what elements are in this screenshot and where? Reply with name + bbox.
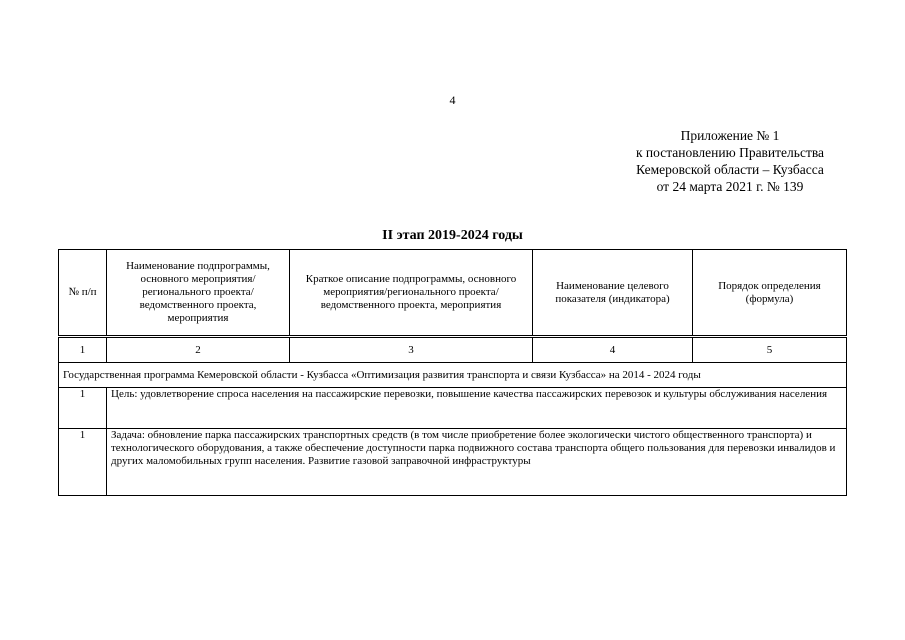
goal-text: Цель: удовлетворение спроса населения на пассажирские перевозки, повышение качества пассажирских перевозок и культуры обслуживания населения — [107, 388, 847, 429]
program-row — [59, 363, 847, 388]
page-number: 4 — [449, 93, 456, 107]
table-header-row — [59, 250, 847, 337]
appendix-line-2: к постановлению Правительства — [635, 145, 825, 160]
header-number: № п/п — [59, 250, 107, 337]
appendix-line-3: Кемеровской области – Кузбасса — [636, 162, 824, 177]
header-description: Краткое описание подпрограммы, основного мероприятия/регионального проекта/ведомственного проекта, мероприятия — [290, 250, 533, 337]
task-number: 1 — [59, 429, 107, 496]
column-number-4: 4 — [533, 337, 693, 363]
column-numbers-row — [59, 337, 847, 363]
goal-row — [59, 388, 847, 429]
appendix-line-4: от 24 марта 2021 г. № 139 — [656, 179, 804, 194]
column-number-1: 1 — [59, 337, 107, 363]
header-indicator: Наименование целевого показателя (индикатора) — [533, 250, 693, 337]
appendix-block — [600, 127, 860, 195]
task-row — [59, 429, 847, 496]
indicators-table — [58, 249, 847, 496]
column-number-3: 3 — [290, 337, 533, 363]
header-name: Наименование подпрограммы, основного мероприятия/регионального проекта/ведомственного проекта, мероприятия — [107, 250, 290, 337]
header-formula: Порядок определения (формула) — [693, 250, 847, 337]
appendix-line-1: Приложение № 1 — [680, 128, 780, 143]
program-title: Государственная программа Кемеровской области - Кузбасса «Оптимизация развития транспорта и связи Кузбасса» на 2014 - 2024 годы — [59, 363, 847, 388]
task-text: Задача: обновление парка пассажирских транспортных средств (в том числе приобретение более экологически чистого общественного транспорта) и технологического оборудования, а также обеспечение доступности парка подвижного состава транспорта общего пользования для перевозки инвалидов и других маломобильных групп населения. Развитие газовой заправочной инфраструктуры — [107, 429, 847, 496]
column-number-5: 5 — [693, 337, 847, 363]
stage-title: II этап 2019-2024 годы — [382, 228, 523, 243]
goal-number: 1 — [59, 388, 107, 429]
column-number-2: 2 — [107, 337, 290, 363]
